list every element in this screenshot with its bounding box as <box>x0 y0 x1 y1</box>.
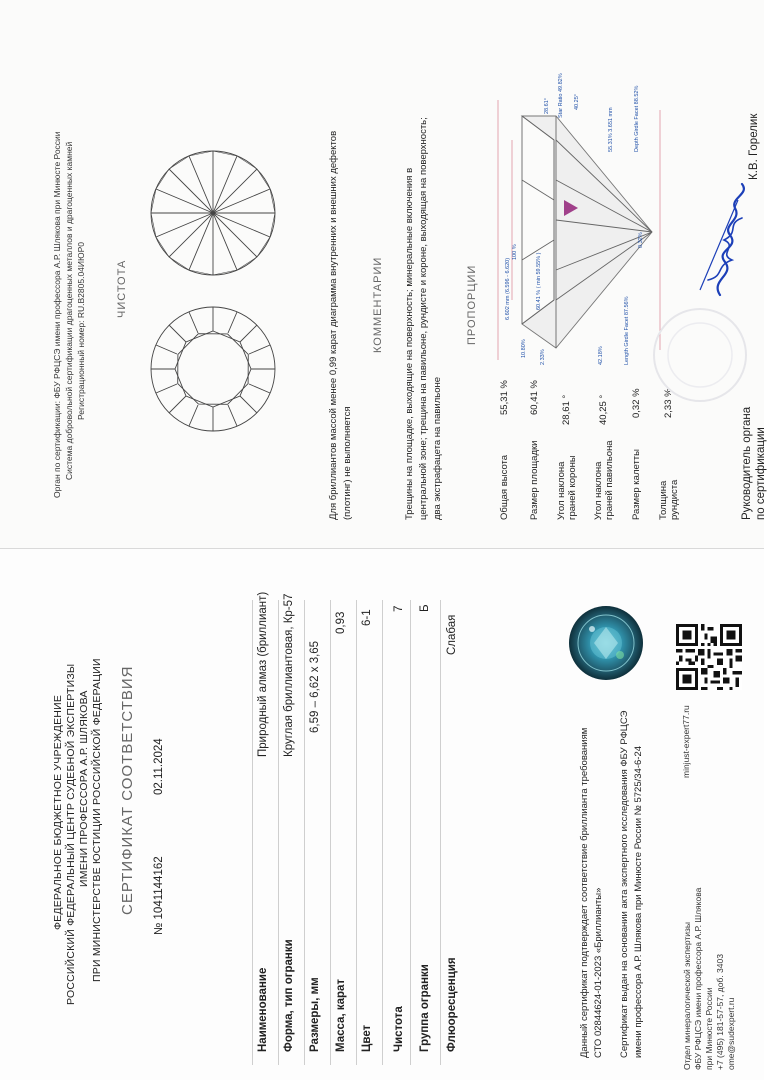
diagram-table-label: 60.41 % ( min 59.55% ) <box>536 252 542 310</box>
row-value-size: 6,59 – 6,62 x 3,65 <box>309 640 321 733</box>
prop-value-girdle: 2,33 % <box>663 388 674 418</box>
prop-value-culet: 0,32 % <box>631 388 642 418</box>
certificate-date: 02.11.2024 <box>153 738 165 795</box>
row-value-clarity: 7 <box>393 605 405 612</box>
dept-email-link[interactable]: ome@sudexpert.ru <box>726 997 736 1070</box>
org-line-1: ФЕДЕРАЛЬНОЕ БЮДЖЕТНОЕ УЧРЕЖДЕНИЕ <box>52 694 64 930</box>
diagram-depth-label: 55.31% 3.651 mm <box>608 107 614 152</box>
proportions-title: ПРОПОРЦИИ <box>466 264 478 345</box>
diagram-diam-label: 6.602 mm (6.596 - 6.620) <box>505 257 511 320</box>
row-divider-4 <box>330 600 331 1065</box>
head-name: К.В. Горелик <box>748 113 760 180</box>
diagram-lgf-label: Length Girdle Facet 87.56% <box>624 296 630 365</box>
clarity-pavilion-view-icon <box>148 148 278 278</box>
prop-value-table: 60,41 % <box>529 380 540 415</box>
basis-line-1: Сертификат выдан на основании акта экспертного исследования ФБУ РФЦСЭ <box>619 710 630 1058</box>
row-divider-6 <box>382 600 383 1065</box>
prop-value-crown: 28,61 ° <box>561 394 572 425</box>
row-label-cut: Форма, тип огранки <box>283 939 295 1052</box>
row-value-group: Б <box>419 604 431 612</box>
dept-line-1: Отдел минералогической экспертизы <box>682 921 692 1070</box>
dept-line-3: при Минюсте России <box>704 987 714 1070</box>
prop-label-pavilion: Угол наклона граней павильона <box>593 440 615 520</box>
comment-line-1: Трещины на площадке, выходящие на поверхность; минеральные включения в <box>404 167 415 520</box>
row-divider-3 <box>304 600 305 1065</box>
diagram-culet-label: 0.32% <box>638 232 644 248</box>
prop-label-girdle: Толщина рундиста <box>658 479 680 520</box>
org-line-3: ИМЕНИ ПРОФЕССОРА А.Р. ШЛЯКОВА <box>78 690 90 887</box>
prop-label-culet: Размер калетты <box>631 449 642 520</box>
plotting-note-line-1: Для бриллиантов массой менее 0,99 карат диаграмма внутренних и внешних дефектов <box>328 130 339 520</box>
cert-body-line-3: Регистрационный номер: RU.B2805.04ИЮР0 <box>76 242 86 420</box>
prop-label-table: Размер площадки <box>529 440 540 520</box>
website-link[interactable]: minjust-expert77.ru <box>681 705 691 778</box>
prop-label-crown: Угол наклона граней короны <box>556 455 578 520</box>
proportions-diagram <box>492 73 662 370</box>
head-title-line-1: Руководитель органа <box>741 406 753 520</box>
row-label-fluor: Флюоресценция <box>446 957 458 1052</box>
diagram-crown-h-label: 10.80% <box>521 339 527 358</box>
conformity-line-2: СТО 02844624-01-2023 «Бриллианты» <box>593 887 604 1058</box>
row-divider-8 <box>440 600 441 1065</box>
diagram-depth-names-label: Depth Girdle Facet 88.52% <box>634 85 640 152</box>
row-value-fluor: Слабая <box>446 614 458 655</box>
row-label-color: Цвет <box>361 1024 373 1052</box>
conformity-line-1: Данный сертификат подтверждает соответствие бриллианта требованиям <box>579 727 590 1058</box>
org-line-4: ПРИ МИНИСТЕРСТВЕ ЮСТИЦИИ РОССИЙСКОЙ ФЕДЕРАЦИИ <box>91 658 103 982</box>
row-value-mass: 0,93 <box>335 611 347 634</box>
hologram-seal-icon <box>568 605 644 681</box>
comment-line-2: центральной зоне; трещина на павильоне, рундисте и короне, выходящая на поверхность; <box>418 117 429 520</box>
signature-icon <box>680 180 760 300</box>
clarity-title: ЧИСТОТА <box>116 259 128 318</box>
org-line-2: РОССИЙСКИЙ ФЕДЕРАЛЬНЫЙ ЦЕНТР СУДЕБНОЙ ЭКСПЕРТИЗЫ <box>65 663 77 1005</box>
head-title-line-2: по сертификации <box>755 427 767 520</box>
diagram-star-label: Star Ratio 49.82% <box>558 73 564 118</box>
plotting-note-line-2: (плотинг) не выполняется <box>342 406 353 520</box>
comment-line-3: два экстрафацета на павильоне <box>432 376 443 520</box>
dept-line-2: ФБУ РФЦСЭ имени профессора А.Р. Шлякова <box>693 887 703 1070</box>
cert-body-line-2: Система добровольной сертификации драгоценных металлов и драгоценных камней <box>64 141 74 480</box>
diagram-girdle-label: 2.33% <box>540 349 546 365</box>
row-value-name: Природный алмаз (бриллиант) <box>257 591 269 757</box>
fold-line <box>0 548 764 549</box>
row-divider-1 <box>252 600 253 1065</box>
faint-stamp-icon <box>650 300 750 410</box>
certificate-number: № 1041144162 <box>153 856 165 935</box>
row-label-name: Наименование <box>257 967 269 1052</box>
prop-label-depth: Общая высота <box>499 454 510 520</box>
row-divider-2 <box>278 600 279 1065</box>
comments-title: КОММЕНТАРИИ <box>372 256 384 353</box>
diagram-100-label: 100 % <box>512 244 518 260</box>
row-value-cut: Круглая бриллиантовая, Кр-57 <box>283 593 295 757</box>
row-label-size: Размеры, мм <box>309 977 321 1052</box>
row-label-mass: Масса, карат <box>335 978 347 1052</box>
certificate-title: СЕРТИФИКАТ СООТВЕТСТВИЯ <box>119 665 136 915</box>
row-label-clarity: Чистота <box>393 1006 405 1052</box>
qr-code-icon[interactable] <box>676 624 742 690</box>
dept-line-4: +7 (495) 181-57-57, доб. 3403 <box>715 954 725 1070</box>
row-divider-5 <box>356 600 357 1065</box>
row-label-group: Группа огранки <box>419 964 431 1052</box>
diagram-pav-angle-label: 40.25° <box>574 94 580 110</box>
cert-body-line-1: Орган по сертификации: ФБУ РФЦСЭ имени профессора А.Р. Шлякова при Минюсте России <box>52 131 62 498</box>
prop-value-pavilion: 40,25 ° <box>598 394 609 425</box>
diagram-crown-angle-label: 28.61° <box>544 98 550 114</box>
clarity-crown-view-icon <box>148 304 278 434</box>
basis-line-2: имени профессора А.Р. Шлякова при Минюсте России № 5725/34-6-24 <box>633 745 644 1058</box>
row-value-color: 6-1 <box>361 609 373 626</box>
row-divider-7 <box>410 600 411 1065</box>
diagram-pav-h-label: 42.18% <box>598 346 604 365</box>
prop-value-depth: 55,31 % <box>499 380 510 415</box>
